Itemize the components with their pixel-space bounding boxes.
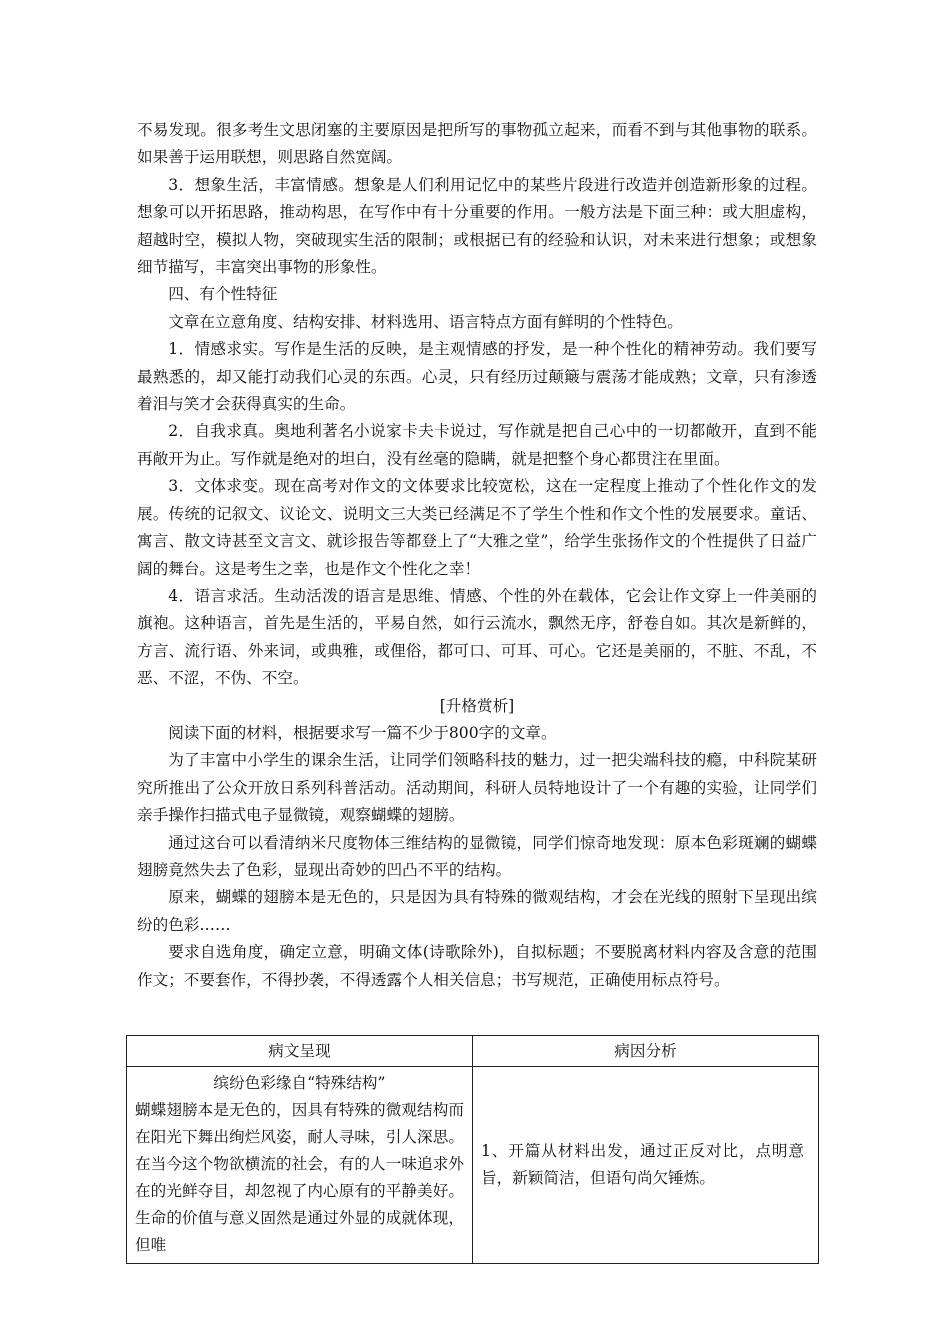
table-header-row bbox=[127, 1036, 819, 1067]
paragraph-material-3: 原来，蝴蝶的翅膀本是无色的，只是因为具有特殊的微观结构，才会在光线的照射下呈现出缤纷的色彩…… bbox=[137, 888, 817, 934]
essay-cell bbox=[127, 1067, 473, 1264]
essay-analysis-table bbox=[126, 1035, 819, 1264]
paragraph-imagination: 3．想象生活，丰富情感。想象是人们利用记忆中的某些片段进行改造并创造新形象的过程。想象可以开拓思路，推动构思，在写作中有十分重要的作用。一般方法是下面三种：或大胆虚构，超越时空，模拟人物，突破现实生活的限制；或根据已有的经验和认识，对未来进行想象；或想象细节描写，丰富突出事物的形象性。 bbox=[137, 175, 817, 277]
section-heading-personality: 四、有个性特征 bbox=[168, 285, 278, 304]
table-row bbox=[127, 1067, 819, 1264]
header-essay: 病文呈现 bbox=[127, 1036, 473, 1067]
analysis-cell: 1、开篇从材料出发，通过正反对比，点明意旨，新颖简洁，但语句尚欠锤炼。 bbox=[473, 1067, 819, 1264]
paragraph-continuation: 不易发现。很多考生文思闭塞的主要原因是把所写的事物孤立起来，而看不到与其他事物的联系。如果善于运用联想，则思路自然宽阔。 bbox=[137, 121, 817, 167]
paragraph-requirements: 要求自选角度，确定立意，明确文体(诗歌除外)，自拟标题；不要脱离材料内容及含意的范围作文；不要套作，不得抄袭，不得透露个人相关信息；书写规范，正确使用标点符号。 bbox=[137, 943, 817, 989]
paragraph-prompt: 阅读下面的材料，根据要求写一篇不少于800字的文章。 bbox=[168, 723, 557, 742]
paragraph-material-2: 通过这台可以看清纳米尺度物体三维结构的显微镜，同学们惊奇地发现：原本色彩斑斓的蝴蝶翅膀竟然失去了色彩，显现出奇妙的凹凸不平的结构。 bbox=[137, 833, 817, 879]
paragraph-language: 4．语言求活。生动活泼的语言是思维、情感、个性的外在载体，它会让作文穿上一件美丽的旗袍。这种语言，首先是生活的，平易自然，如行云流水，飘然无序，舒卷自如。其次是新鲜的，方言、流行语、外来词，或典雅，或俚俗，都可口、可耳、可心。它还是美丽的，不脏、不乱，不恶、不涩，不伪、不空。 bbox=[137, 586, 817, 688]
paragraph-personality-intro: 文章在立意角度、结构安排、材料选用、语言特点方面有鲜明的个性特色。 bbox=[168, 312, 683, 331]
paragraph-style: 3．文体求变。现在高考对作文的文体要求比较宽松，这在一定程度上推动了个性化作文的发展。传统的记叙文、议论文、说明文三大类已经满足不了学生个性和作文个性的发展要求。童话、寓言、散文诗甚至文言文、就诊报告等都登上了“大雅之堂”，给学生张扬作文的个性提供了日益广阔的舞台。这是考生之幸，也是作文个性化之幸！ bbox=[137, 477, 817, 578]
section-heading-upgrade: [升格赏析] bbox=[439, 696, 515, 715]
essay-title: 缤纷色彩缘自“特殊结构” bbox=[213, 1074, 386, 1092]
paragraph-emotion: 1．情感求实。写作是生活的反映，是主观情感的抒发，是一种个性化的精神劳动。我们要写最熟悉的，却又能打动我们心灵的东西。心灵，只有经历过颠簸与震荡才能成熟；文章，只有渗透着泪与笑才会获得真实的生命。 bbox=[137, 340, 817, 414]
paragraph-self: 2．自我求真。奥地利著名小说家卡夫卡说过，写作就是把自己心中的一切都敞开，直到不能再敞开为止。写作就是绝对的坦白，没有丝毫的隐瞒，就是把整个身心都贯注在里面。 bbox=[137, 422, 817, 468]
body-text bbox=[137, 117, 817, 994]
paragraph-material-1: 为了丰富中小学生的课余生活，让同学们领略科技的魅力，过一把尖端科技的瘾，中科院某研究所推出了公众开放日系列科普活动。活动期间，科研人员特地设计了一个有趣的实验，让同学们亲手操作扫描式电子显微镜，观察蝴蝶的翅膀。 bbox=[137, 751, 817, 825]
essay-text: 蝴蝶翅膀本是无色的，因具有特殊的微观结构而在阳光下舞出绚烂风姿，耐人寻味，引人深思。在当今这个物欲横流的社会，有的人一味追求外在的光鲜夺目，却忽视了内心原有的平静美好。生命的价值与意义固然是通过外显的成就体现，但唯 bbox=[135, 1101, 464, 1254]
header-analysis: 病因分析 bbox=[473, 1036, 819, 1067]
